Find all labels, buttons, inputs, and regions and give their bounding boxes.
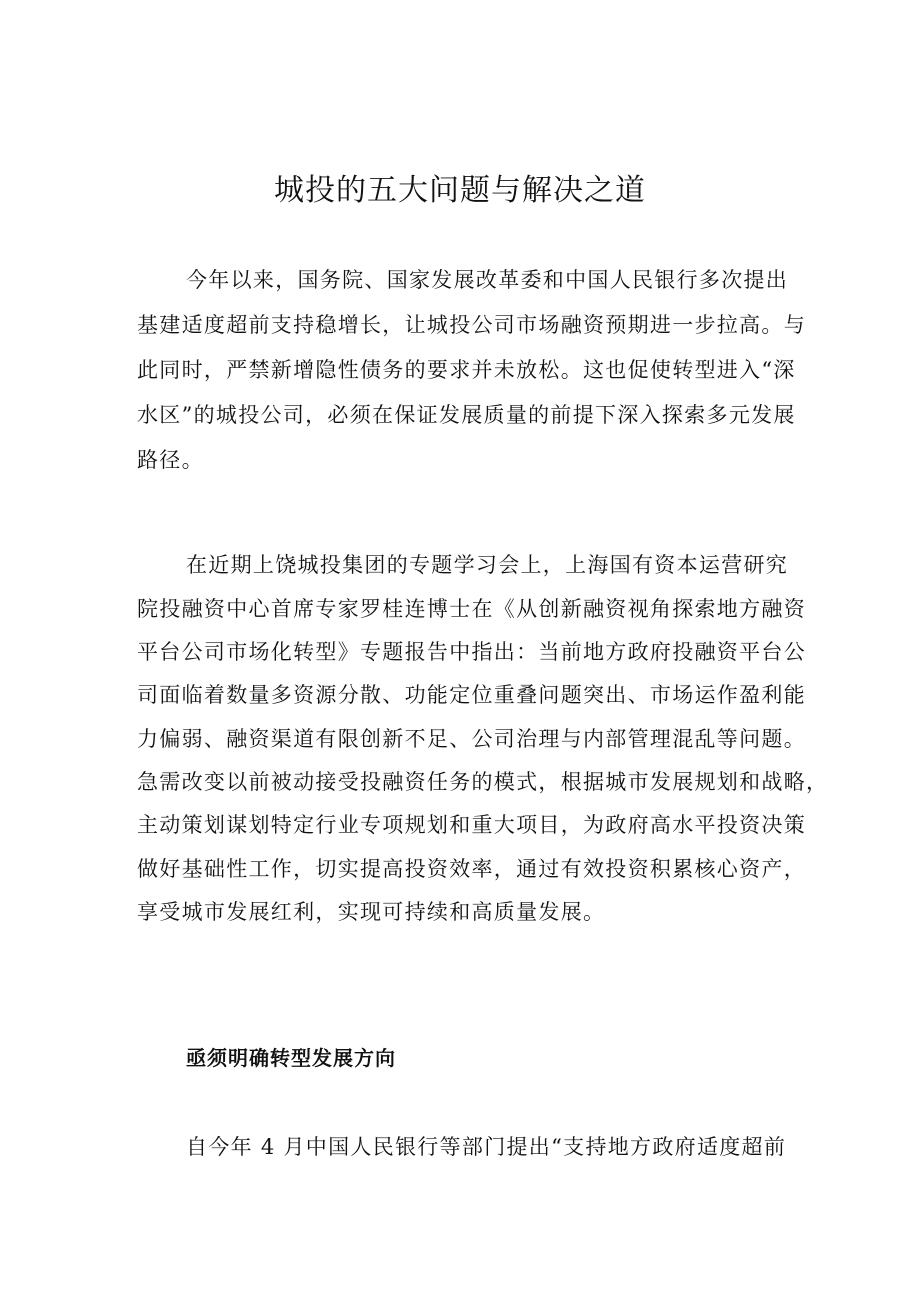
text-line: 平台公司市场化转型》专题报告中指出：当前地方政府投融资平台公 [137,640,806,664]
text-line: 在近期上饶城投集团的专题学习会上，上海国有资本运营研究 [186,553,789,577]
document-title: 城投的五大问题与解决之道 [274,173,646,208]
text-line: 力偏弱、融资渠道有限创新不足、公司治理与内部管理混乱等问题。 [137,727,806,751]
text-line: 此同时，严禁新增隐性债务的要求并未放松。这也促使转型进入“深 [137,358,796,382]
text-line: 今年以来，国务院、国家发展改革委和中国人民银行多次提出 [186,268,789,292]
text-line: 主动策划谋划特定行业专项规划和重大项目，为政府高水平投资决策 [137,813,806,837]
text-line: 急需改变以前被动接受投融资任务的模式，根据城市发展规划和战略， [137,770,829,794]
text-line: 路径。 [137,448,204,472]
text-line: 享受城市发展红利，实现可持续和高质量发展。 [137,900,606,924]
text-line: 自今年 4 月中国人民银行等部门提出“支持地方政府适度超前 [186,1135,787,1159]
section-heading: 亟须明确转型发展方向 [186,1046,396,1070]
text-line: 院投融资中心首席专家罗桂连博士在《从创新融资视角探索地方融资 [137,597,806,621]
text-line: 司面临着数量多资源分散、功能定位重叠问题突出、市场运作盈利能 [137,683,806,707]
text-line: 做好基础性工作，切实提高投资效率，通过有效投资积累核心资产， [137,857,806,881]
text-line: 水区”的城投公司，必须在保证发展质量的前提下深入探索多元发展 [137,403,796,427]
text-line: 基建适度超前支持稳增长，让城投公司市场融资预期进一步拉高。与 [137,313,806,337]
